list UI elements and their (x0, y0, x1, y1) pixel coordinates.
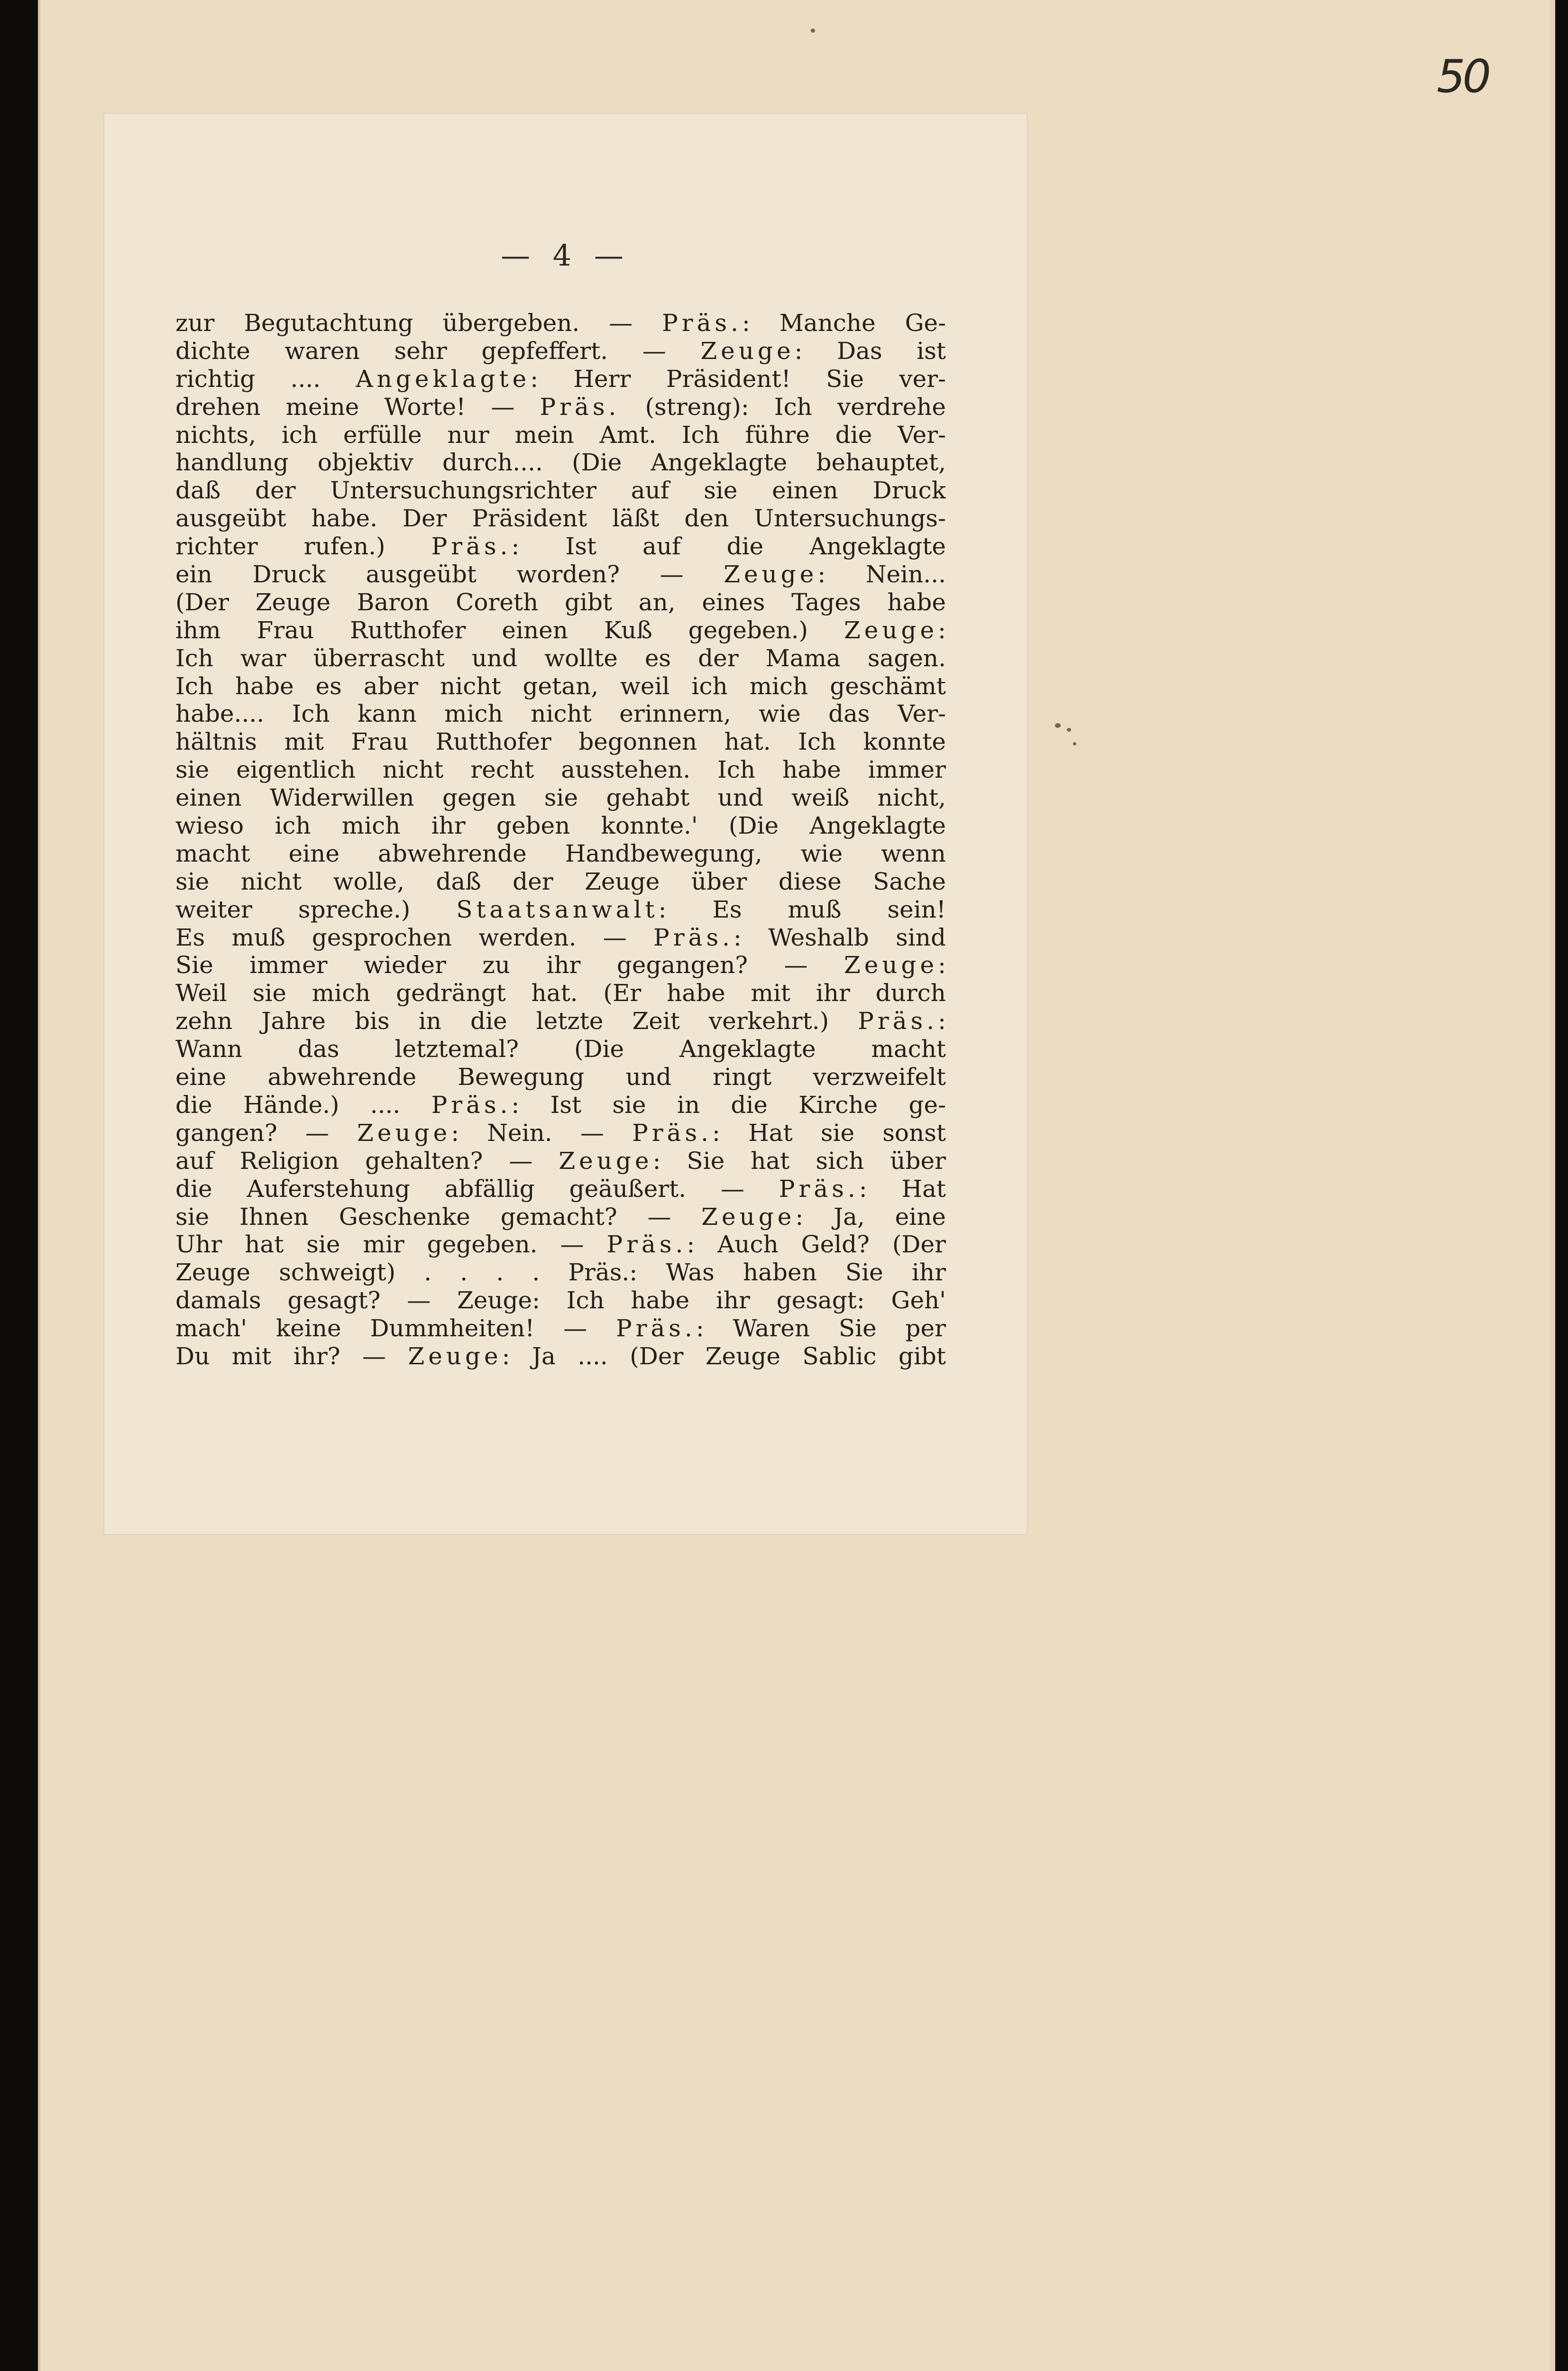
speaker-label: Präs. (632, 1119, 713, 1147)
text-line (175, 1007, 946, 1035)
text-segment: mach' keine Dummheiten! — (175, 1314, 616, 1342)
text-segment: zehn Jahre bis in die letzte Zeit verkehrt.) (175, 1007, 858, 1035)
text-segment: : Herr Präsident! Sie ver- (530, 365, 946, 393)
speaker-label: Zeuge (701, 1203, 796, 1231)
text-segment: : Ist auf die Angeklagte (511, 533, 946, 561)
text-line (175, 505, 946, 533)
text-line (175, 561, 946, 588)
text-line (175, 700, 946, 728)
text-line (175, 421, 946, 449)
text-segment: ausgeübt habe. Der Präsident läßt den Untersuchungs- (175, 505, 946, 533)
text-line (175, 588, 946, 616)
stain-mark (1073, 742, 1076, 745)
text-line (175, 365, 946, 393)
text-segment: damals gesagt? — Zeuge: Ich habe ihr gesagt: Geh' (175, 1287, 946, 1314)
text-line (175, 1203, 946, 1231)
text-segment: drehen meine Worte! — (175, 393, 540, 421)
speaker-label: Staatsanwalt (456, 895, 659, 923)
text-line (175, 616, 946, 644)
text-segment: : Das ist (794, 337, 946, 365)
text-segment: eine abwehrende Bewegung und ringt verzweifelt (175, 1063, 946, 1091)
text-line (175, 1119, 946, 1147)
text-segment: sie Ihnen Geschenke gemacht? — (175, 1203, 702, 1231)
text-segment: die Auferstehung abfällig geäußert. — (175, 1175, 779, 1203)
text-segment: Wann das letztemal? (Die Angeklagte macht (175, 1035, 946, 1063)
text-line (175, 756, 946, 784)
text-line (175, 449, 946, 477)
text-segment: : (938, 616, 946, 644)
speaker-label: Präs. (606, 1231, 687, 1259)
text-segment: zur Begutachtung übergeben. — (175, 309, 662, 337)
text-segment: einen Widerwillen gegen sie gehabt und weiß nicht, (175, 784, 946, 812)
text-segment: Weil sie mich gedrängt hat. (Er habe mit ihr durch (175, 979, 946, 1007)
text-segment: auf Religion gehalten? — (175, 1147, 559, 1175)
text-segment: : Manche Ge- (742, 309, 946, 337)
stain-mark (1067, 728, 1071, 732)
text-line (175, 644, 946, 672)
text-line (175, 1259, 946, 1287)
text-segment: Du mit ihr? — (175, 1342, 408, 1370)
text-segment: : Weshalb sind (734, 923, 946, 951)
text-line (175, 309, 946, 337)
text-line (175, 979, 946, 1007)
text-segment: : Ja, eine (795, 1203, 946, 1231)
text-segment: hältnis mit Frau Rutthofer begonnen hat. Ich konnte (175, 728, 946, 756)
folio-number: 50 (1437, 51, 1488, 103)
speaker-label: Zeuge (357, 1119, 451, 1147)
text-line (175, 868, 946, 896)
text-segment: Zeuge schweigt) . . . . (175, 1259, 569, 1287)
text-segment: ein Druck ausgeübt worden? — (175, 561, 724, 588)
article-text (175, 309, 946, 1370)
text-line (175, 1091, 946, 1119)
text-segment: : Hat sie sonst (712, 1119, 946, 1147)
text-segment: : Auch Geld? (Der (687, 1231, 946, 1259)
text-segment: : Sie hat sich über (652, 1147, 946, 1175)
text-line (175, 1287, 946, 1314)
speaker-label: Angeklagte (356, 365, 531, 393)
text-segment: : Nein... (817, 561, 946, 588)
speaker-label: Präs. (431, 1091, 512, 1119)
text-line (175, 1063, 946, 1091)
text-segment: wieso ich mich ihr geben konnte.' (Die Angeklagte (175, 812, 946, 840)
speaker-label: Präs. (858, 1007, 938, 1035)
text-line (175, 393, 946, 421)
text-line (175, 924, 946, 952)
text-line (175, 533, 946, 561)
text-segment: Es muß gesprochen werden. — (175, 923, 654, 951)
text-line (175, 672, 946, 700)
text-segment: daß der Untersuchungsrichter auf sie einen Druck (175, 477, 946, 505)
text-segment: macht eine abwehrende Handbewegung, wie wenn (175, 839, 946, 867)
text-line (175, 1231, 946, 1259)
speaker-label: Präs. (431, 533, 512, 561)
text-line (175, 728, 946, 756)
text-segment: gangen? — (175, 1119, 358, 1147)
speaker-label: Zeuge (844, 616, 938, 644)
text-line (175, 1147, 946, 1175)
text-segment: Ich war überrascht und wollte es der Mama sagen. (175, 644, 946, 672)
text-segment: : Hat (859, 1175, 946, 1203)
text-segment: : Ist sie in die Kirche ge- (511, 1091, 946, 1119)
text-line (175, 337, 946, 365)
text-segment: sie eigentlich nicht recht ausstehen. Ich habe immer (175, 756, 946, 784)
speaker-label: Präs. (779, 1175, 859, 1203)
text-segment: Sie immer wieder zu ihr gegangen? — (175, 951, 844, 979)
speaker-label: Zeuge (408, 1342, 502, 1370)
text-segment: weiter spreche.) (175, 895, 457, 923)
text-segment: ihm Frau Rutthofer einen Kuß gegeben.) (175, 616, 844, 644)
text-segment: sie nicht wolle, daß der Zeuge über diese Sache (175, 867, 946, 895)
speaker-label: Zeuge (724, 561, 818, 588)
text-segment: handlung objektiv durch.... (Die Angeklagte behauptet, (175, 449, 946, 477)
text-line (175, 896, 946, 924)
text-segment: : Es muß sein! (658, 895, 946, 923)
text-segment: habe.... Ich kann mich nicht erinnern, wie das Ver- (175, 700, 946, 728)
page-heading: — 4 — (501, 238, 630, 273)
text-line (175, 1342, 946, 1370)
stain-mark (1055, 723, 1061, 728)
text-segment: (streng): Ich verdrehe (620, 393, 946, 421)
speaker-label: Präs. (540, 393, 620, 421)
text-segment: : (938, 951, 946, 979)
text-line (175, 951, 946, 979)
text-segment: Ich habe es aber nicht getan, weil ich mich geschämt (175, 672, 946, 700)
text-segment: die Hände.) .... (175, 1091, 431, 1119)
stain-mark (811, 28, 815, 33)
text-line (175, 1175, 946, 1203)
text-segment: : Waren Sie per (696, 1314, 946, 1342)
text-segment: richter rufen.) (175, 533, 431, 561)
text-segment: Uhr hat sie mir gegeben. — (175, 1231, 607, 1259)
text-segment: richtig .... (175, 365, 356, 393)
text-segment: (Der Zeuge Baron Coreth gibt an, eines Tages habe (175, 588, 946, 616)
text-segment: nichts, ich erfülle nur mein Amt. Ich führe die Ver- (175, 421, 946, 449)
speaker-label: Zeuge (844, 951, 938, 979)
text-line (175, 1314, 946, 1342)
text-line (175, 1035, 946, 1063)
text-line (175, 812, 946, 840)
text-segment: : Was haben Sie ihr (629, 1259, 946, 1287)
text-segment: : (938, 1007, 946, 1035)
text-segment: : Ja .... (Der Zeuge Sablic gibt (502, 1342, 946, 1370)
speaker-label: Zeuge (559, 1147, 653, 1175)
text-segment: dichte waren sehr gepfeffert. — (175, 337, 701, 365)
speaker-label: Zeuge (700, 337, 795, 365)
text-line (175, 784, 946, 812)
speaker-label: Präs. (662, 309, 742, 337)
text-line (175, 477, 946, 505)
text-segment: Präs. (568, 1259, 630, 1287)
speaker-label: Präs. (615, 1314, 696, 1342)
speaker-label: Präs. (653, 923, 734, 951)
text-line (175, 840, 946, 868)
text-segment: : Nein. — (451, 1119, 633, 1147)
